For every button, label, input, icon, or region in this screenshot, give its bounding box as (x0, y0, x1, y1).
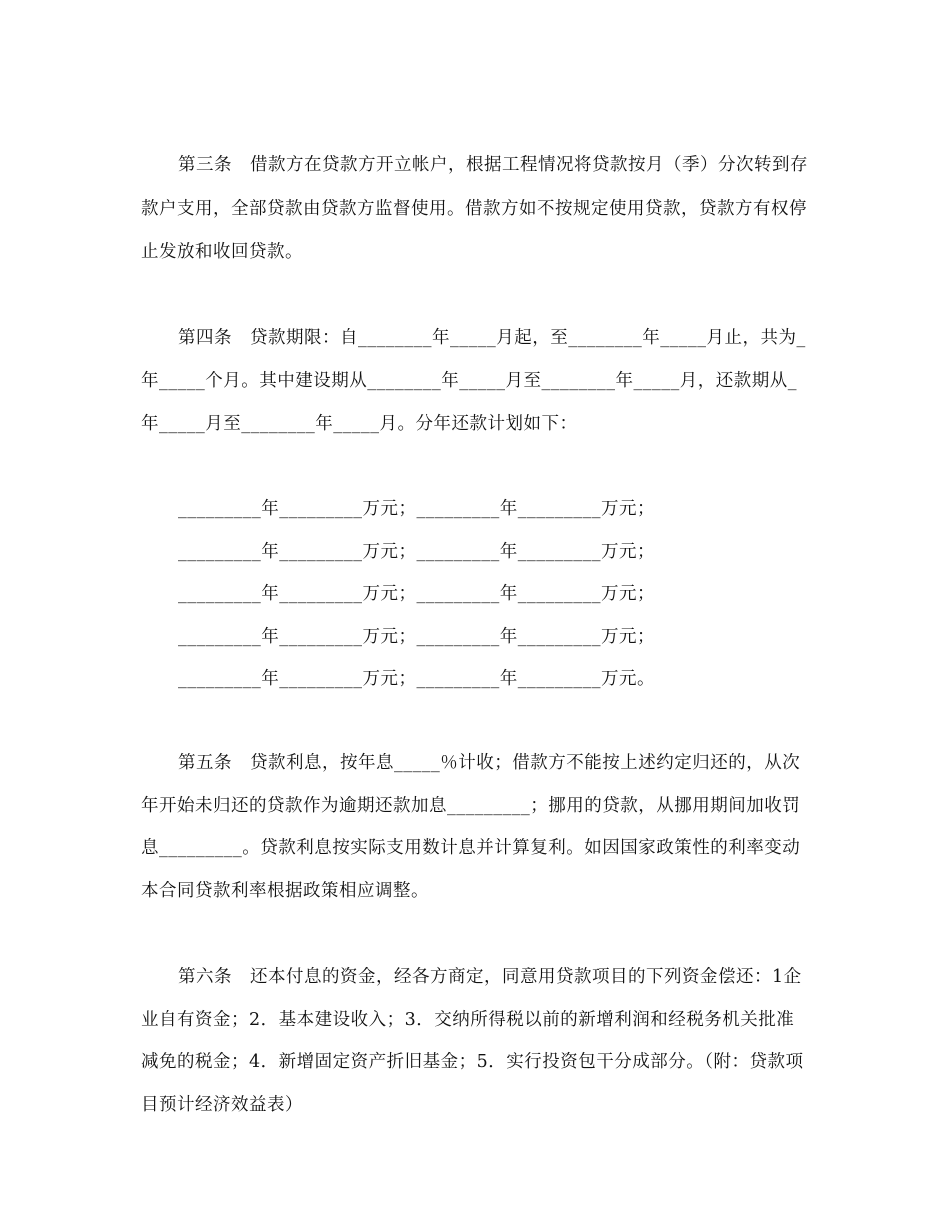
article-4-line-2: 年_____个月。其中建设期从________年_____月至________年_____月，还款期从_ (141, 371, 797, 391)
repayment-plan-row: _________年_________万元；_________年_________万元； (178, 499, 655, 519)
article-5-line-3: 息_________。贷款利息按实际支用数计息并计算复利。如因国家政策性的利率变动 (141, 838, 801, 858)
article-6-line-1: 第六条 还本付息的资金，经各方商定，同意用贷款项目的下列资金偿还：1企 (178, 967, 802, 987)
article-6-line-2: 业自有资金；2．基本建设收入；3．交纳所得税以前的新增利润和经税务机关批准 (141, 1010, 795, 1030)
repayment-plan-row: _________年_________万元；_________年_________万元； (178, 627, 655, 647)
article-3-line-2: 款户支用，全部贷款由贷款方监督使用。借款方如不按规定使用贷款，贷款方有权停 (141, 199, 807, 219)
article-5-line-4: 本合同贷款利率根据政策相应调整。 (141, 881, 429, 901)
article-4-line-3: 年_____月至________年_____月。分年还款计划如下： (141, 414, 578, 434)
repayment-plan-row: _________年_________万元；_________年_________万元； (178, 542, 655, 562)
article-3-line-3: 止发放和收回贷款。 (141, 242, 303, 262)
article-6-line-3: 减免的税金；4．新增固定资产折旧基金；5．实行投资包干分成部分。（附：贷款项 (141, 1052, 804, 1072)
article-3-line-1: 第三条 借款方在贷款方开立帐户，根据工程情况将贷款按月（季）分次转到存 (178, 155, 808, 175)
repayment-plan-row: _________年_________万元；_________年_________万元。 (178, 669, 655, 689)
repayment-plan-row: _________年_________万元；_________年_________万元； (178, 584, 655, 604)
article-5-line-2: 年开始未归还的贷款作为逾期还款加息_________；挪用的贷款，从挪用期间加收罚 (141, 796, 801, 816)
article-5-line-1: 第五条 贷款利息，按年息_____％计收；借款方不能按上述约定归还的，从次 (178, 753, 801, 773)
article-4-line-1: 第四条 贷款期限：自________年_____月起，至________年_____月止，共为_ (178, 328, 806, 348)
article-6-line-4: 目预计经济效益表） (141, 1095, 303, 1115)
